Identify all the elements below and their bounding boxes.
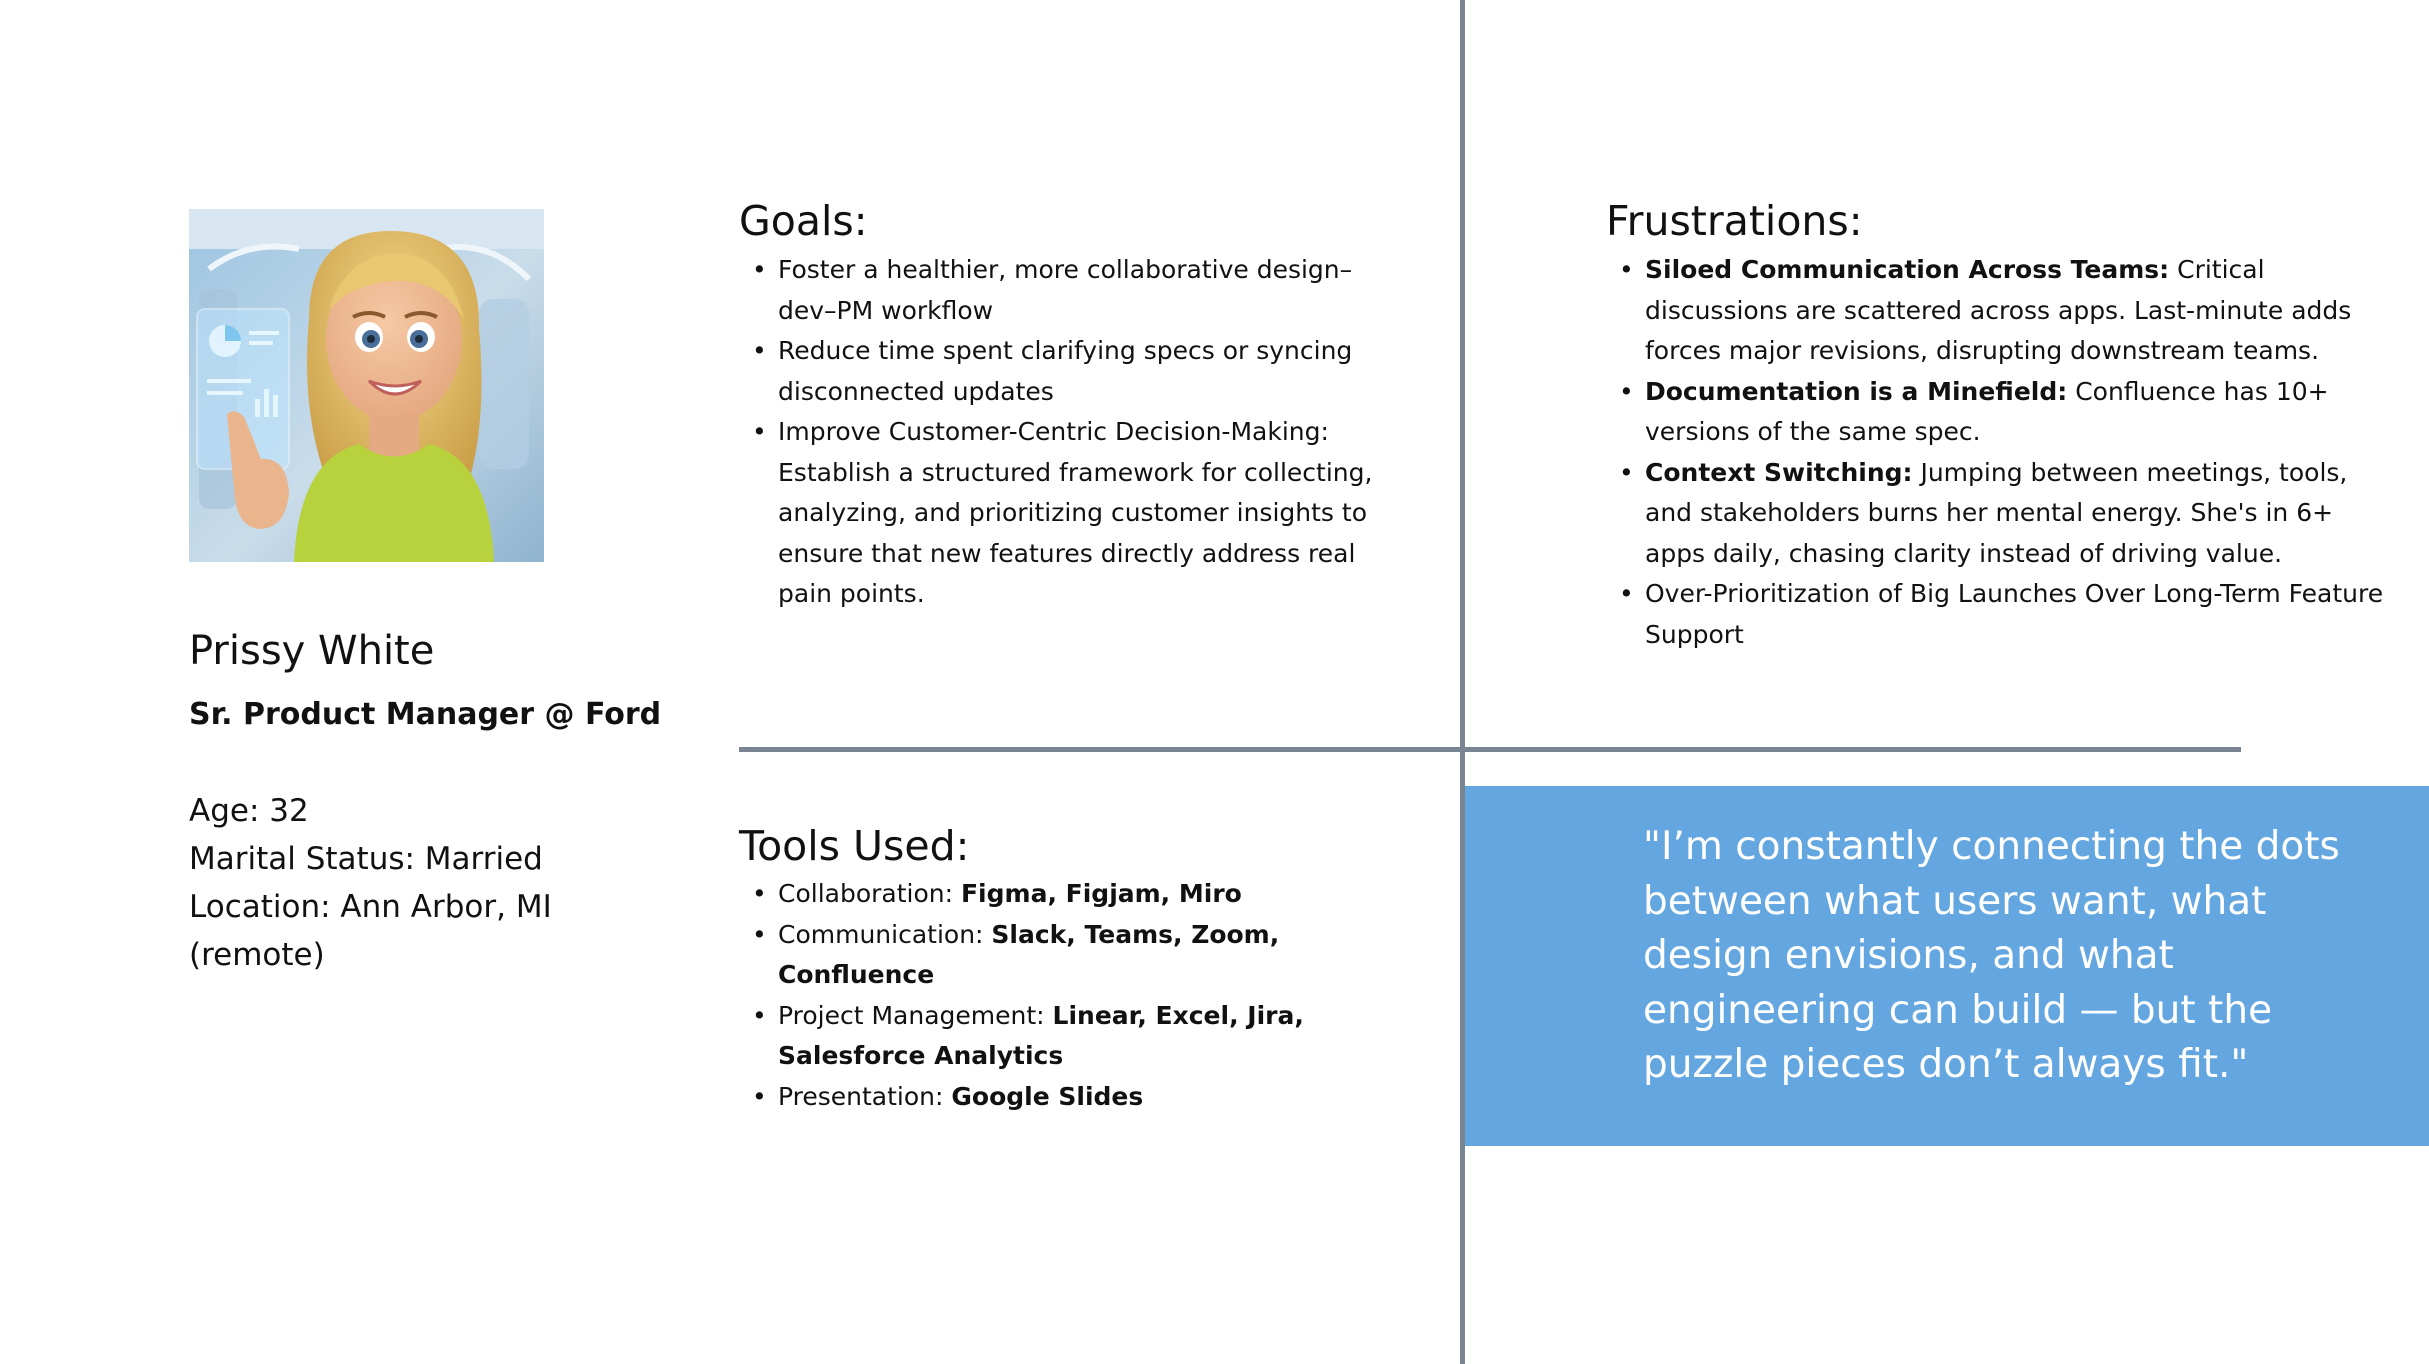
frustration-text: Confluence has 10+ versions of the same spec. (1645, 376, 2329, 446)
goals-heading: Goals: (739, 197, 868, 245)
frustration-item (1645, 574, 2385, 655)
tool-names: Linear, Excel, Jira, Salesforce Analytics (778, 1000, 1304, 1070)
tool-names: Slack, Teams, Zoom, Confluence (778, 919, 1280, 989)
frustrations-heading: Frustrations: (1606, 197, 1863, 245)
frustrations-list (1606, 250, 2385, 655)
frustration-text: Over-Prioritization of Big Launches Over Long-Term Feature Support (1645, 579, 2384, 649)
tools-list (739, 874, 1398, 1117)
goals-list (739, 250, 1398, 615)
tool-item (778, 874, 1398, 915)
persona-role: Sr. Product Manager @ Ford (189, 697, 662, 732)
persona-quote: "I’m constantly connecting the dots between what users want, what design envisions, and what engineering can build — but the puzzle pieces don’t always fit." (1643, 824, 2340, 1087)
goal-item: • Foster a healthier, more collaborative design–dev–PM workflow (778, 250, 1398, 331)
tools-heading: Tools Used: (739, 822, 970, 870)
tool-item (778, 1077, 1398, 1118)
frustration-title: Siloed Communication Across Teams: (1645, 255, 2170, 284)
tool-item (778, 915, 1398, 996)
frustration-title: Documentation is a Minefield: (1645, 376, 2068, 406)
avatar (189, 209, 544, 562)
horizontal-divider (739, 747, 2241, 752)
frustration-item (1645, 250, 2385, 372)
persona-marital-status: Marital Status: Married (189, 841, 543, 877)
tool-names: Figma, Figjam, Miro (960, 879, 1242, 908)
tool-item (778, 996, 1398, 1077)
persona-location: Location: Ann Arbor, MI (189, 889, 552, 925)
tool-category: Collaboration: (778, 879, 961, 908)
frustration-title: Context Switching: (1645, 457, 1913, 487)
persona-name: Prissy White (189, 628, 435, 674)
vertical-divider (1460, 0, 1465, 1364)
frustration-text: Jumping between meetings, tools, and stakeholders burns her mental energy. She's in 6+ apps daily, chasing clarity instead of driving value. (1645, 457, 2348, 568)
frustration-item (1645, 372, 2385, 453)
frustration-item (1645, 453, 2385, 575)
tool-category: Communication: (778, 919, 992, 949)
tool-category: Presentation: (778, 1081, 952, 1111)
tool-names: Google Slides (951, 1081, 1144, 1111)
goal-item: • Improve Customer-Centric Decision-Making: Establish a structured framework for collecting, analyzing, and prioritizing customer insights to ensure that new features directly address real pain points. (778, 412, 1398, 615)
persona-location-note: (remote) (189, 937, 325, 973)
persona-age: Age: 32 (189, 793, 309, 829)
goal-item: • Reduce time spent clarifying specs or syncing disconnected updates (778, 331, 1398, 412)
frustration-text: Critical discussions are scattered across apps. Last-minute adds forces major revisions, disrupting downstream teams. (1645, 255, 2352, 365)
tool-category: Project Management: (778, 1000, 1053, 1030)
persona-facts (189, 787, 609, 979)
